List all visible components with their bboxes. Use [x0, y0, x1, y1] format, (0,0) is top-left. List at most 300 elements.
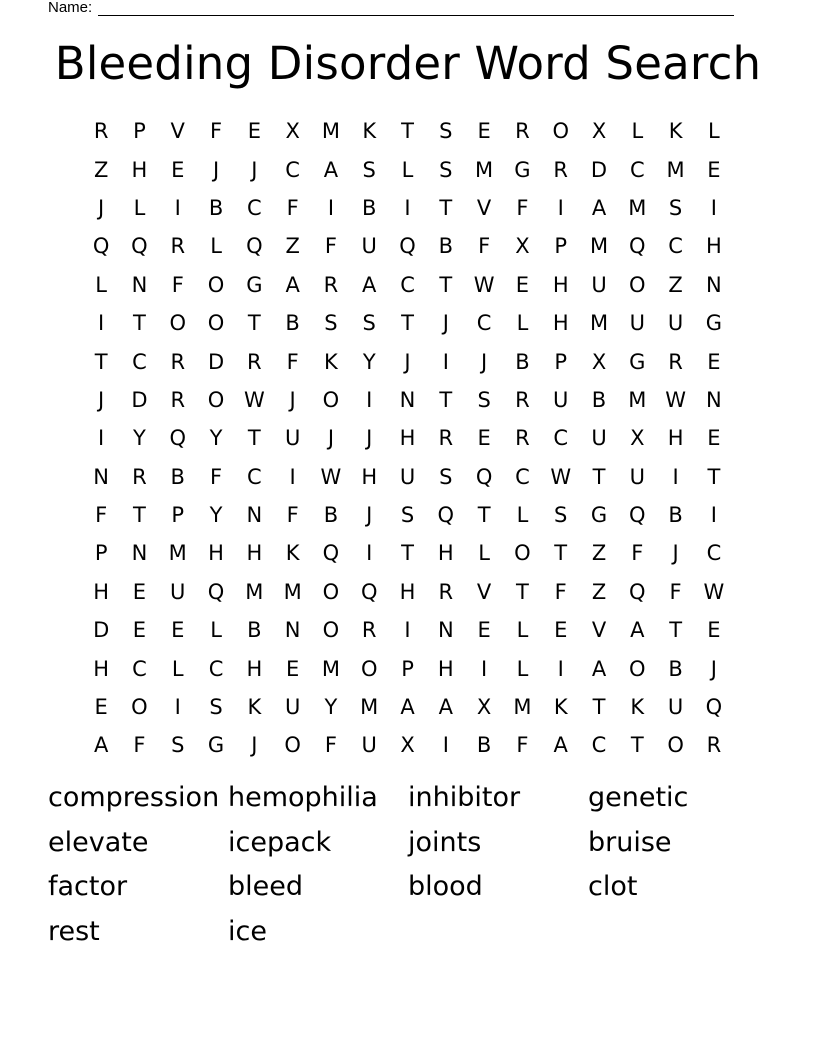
grid-letter[interactable]: R	[438, 579, 454, 604]
grid-letter[interactable]: B	[515, 349, 530, 374]
grid-letter[interactable]: J	[327, 426, 335, 451]
grid-letter[interactable]: O	[207, 311, 225, 336]
grid-letter[interactable]: H	[361, 464, 378, 489]
grid-letter[interactable]: F	[209, 464, 223, 489]
grid-letter[interactable]: H	[437, 656, 454, 681]
grid-letter[interactable]: B	[170, 464, 185, 489]
grid-letter[interactable]: P	[554, 234, 568, 259]
grid-letter[interactable]: U	[553, 387, 569, 412]
grid-letter[interactable]: V	[476, 579, 492, 604]
grid-letter[interactable]: Z	[285, 234, 300, 259]
grid-letter[interactable]: J	[212, 157, 220, 182]
grid-letter[interactable]: V	[476, 195, 492, 220]
grid-letter[interactable]: T	[439, 387, 453, 412]
grid-letter[interactable]: H	[706, 234, 722, 259]
grid-letter[interactable]: M	[628, 195, 647, 220]
grid-letter[interactable]: F	[286, 503, 299, 528]
grid-letter[interactable]: S	[554, 503, 568, 528]
grid-letter[interactable]: N	[437, 618, 454, 643]
grid-letter[interactable]: S	[171, 733, 185, 758]
grid-letter[interactable]: U	[629, 464, 645, 489]
grid-letter[interactable]: I	[174, 195, 181, 220]
grid-letter[interactable]: U	[170, 579, 186, 604]
grid-letter[interactable]: I	[557, 656, 564, 681]
grid-letter[interactable]: F	[478, 234, 491, 259]
grid-letter[interactable]: G	[705, 311, 723, 336]
grid-letter[interactable]: E	[707, 426, 721, 451]
grid-letter[interactable]: B	[285, 311, 300, 336]
grid-letter[interactable]: O	[322, 579, 340, 604]
grid-letter[interactable]: A	[362, 272, 377, 297]
grid-letter[interactable]: F	[324, 733, 337, 758]
grid-letter[interactable]: X	[630, 426, 645, 451]
grid-letter[interactable]: O	[629, 272, 646, 297]
grid-letter[interactable]: O	[667, 733, 684, 758]
grid-letter[interactable]: I	[710, 503, 717, 528]
grid-letter[interactable]: X	[591, 349, 607, 374]
grid-letter[interactable]: E	[707, 618, 721, 643]
grid-letter[interactable]: T	[94, 349, 108, 374]
grid-letter[interactable]: K	[324, 349, 338, 374]
grid-letter[interactable]: J	[98, 387, 105, 412]
grid-letter[interactable]: T	[133, 311, 146, 336]
grid-letter[interactable]: Q	[246, 234, 263, 259]
grid-letter[interactable]: Q	[360, 579, 378, 604]
grid-letter[interactable]: N	[131, 272, 148, 297]
grid-letter[interactable]: S	[362, 311, 376, 336]
grid-letter[interactable]: E	[132, 579, 147, 604]
grid-letter[interactable]: U	[284, 695, 301, 720]
grid-letter[interactable]: W	[473, 272, 495, 297]
grid-letter[interactable]: L	[516, 618, 529, 643]
grid-letter[interactable]: A	[630, 618, 645, 643]
grid-letter[interactable]: N	[246, 503, 263, 528]
grid-letter[interactable]: S	[439, 119, 453, 144]
grid-letter[interactable]: H	[246, 656, 263, 681]
grid-letter[interactable]: F	[554, 579, 567, 604]
grid-letter[interactable]: C	[400, 272, 415, 297]
grid-letter[interactable]: F	[631, 541, 644, 566]
grid-letter[interactable]: I	[404, 618, 411, 643]
grid-letter[interactable]: X	[591, 119, 607, 144]
grid-letter[interactable]: U	[667, 695, 684, 720]
grid-letter[interactable]: M	[475, 157, 494, 182]
grid-letter[interactable]: E	[707, 157, 721, 182]
grid-letter[interactable]: A	[323, 157, 339, 182]
grid-letter[interactable]: Z	[93, 157, 109, 182]
word-list-item: bruise	[588, 826, 672, 858]
grid-letter[interactable]: N	[399, 387, 416, 412]
grid-letter[interactable]: L	[171, 656, 184, 681]
grid-letter[interactable]: U	[284, 426, 301, 451]
grid-letter[interactable]: F	[286, 349, 299, 374]
grid-letter[interactable]: D	[590, 157, 608, 182]
grid-letter[interactable]: Q	[207, 579, 225, 604]
grid-letter[interactable]: C	[247, 464, 262, 489]
grid-letter[interactable]: L	[516, 503, 529, 528]
grid-letter[interactable]: J	[672, 541, 679, 566]
grid-letter[interactable]: C	[132, 349, 147, 374]
grid-letter[interactable]: T	[247, 426, 261, 451]
grid-letter[interactable]: I	[327, 195, 335, 220]
grid-letter[interactable]: I	[174, 695, 181, 720]
grid-letter[interactable]: L	[516, 656, 529, 681]
grid-letter[interactable]: Q	[92, 234, 110, 259]
grid-letter[interactable]: S	[324, 311, 338, 336]
grid-letter[interactable]: H	[552, 272, 569, 297]
grid-letter[interactable]: U	[361, 733, 377, 758]
grid-letter[interactable]: T	[516, 579, 529, 604]
grid-letter[interactable]: B	[323, 503, 339, 528]
grid-letter[interactable]: I	[710, 195, 717, 220]
grid-letter[interactable]: T	[439, 195, 453, 220]
grid-letter[interactable]: T	[401, 119, 414, 144]
grid-letter[interactable]: L	[516, 311, 529, 336]
grid-letter[interactable]: J	[442, 311, 449, 336]
grid-letter[interactable]: F	[171, 272, 184, 297]
grid-letter[interactable]: U	[591, 426, 607, 451]
grid-letter[interactable]: E	[247, 119, 261, 144]
grid-letter[interactable]: B	[247, 618, 262, 643]
grid-letter[interactable]: F	[516, 733, 529, 758]
grid-letter[interactable]: Y	[209, 426, 223, 451]
grid-letter[interactable]: L	[631, 119, 644, 144]
grid-letter[interactable]: Z	[591, 579, 607, 604]
grid-letter[interactable]: H	[552, 311, 569, 336]
grid-letter[interactable]: M	[321, 656, 340, 681]
grid-letter[interactable]: B	[668, 656, 683, 681]
grid-letter[interactable]: R	[515, 387, 530, 412]
grid-letter[interactable]: E	[477, 119, 491, 144]
grid-letter[interactable]: T	[707, 464, 721, 489]
word-list-item: compression	[48, 782, 220, 813]
word-list-item: joints	[408, 826, 482, 858]
grid-letter[interactable]: L	[210, 618, 222, 643]
grid-letter[interactable]: Y	[133, 426, 146, 451]
grid-letter[interactable]: S	[400, 503, 415, 528]
grid-letter[interactable]: S	[477, 387, 491, 412]
grid-letter[interactable]: R	[170, 387, 186, 412]
grid-letter[interactable]: T	[439, 272, 453, 297]
grid-letter[interactable]: C	[668, 234, 683, 259]
grid-letter[interactable]: A	[400, 695, 415, 720]
grid-letter[interactable]: R	[247, 349, 262, 374]
grid-letter[interactable]: R	[323, 272, 339, 297]
grid-letter[interactable]: K	[362, 119, 377, 144]
grid-letter[interactable]: A	[591, 195, 607, 220]
grid-letter[interactable]: O	[552, 119, 569, 144]
grid-letter[interactable]: Z	[591, 541, 607, 566]
grid-letter[interactable]: G	[629, 349, 646, 374]
word-list-item: hemophilia	[228, 782, 378, 813]
grid-letter[interactable]: N	[93, 464, 109, 489]
grid-letter[interactable]: J	[98, 195, 105, 220]
grid-letter[interactable]: E	[171, 618, 185, 643]
grid-letter[interactable]: E	[285, 656, 300, 681]
grid-letter[interactable]: W	[320, 464, 342, 489]
grid-letter[interactable]: V	[170, 119, 185, 144]
grid-letter[interactable]: I	[98, 426, 105, 451]
grid-letter[interactable]: G	[590, 503, 608, 528]
grid-letter[interactable]: Q	[169, 426, 186, 451]
grid-letter[interactable]: E	[477, 426, 491, 451]
word-list-item: inhibitor	[408, 782, 521, 813]
word-list	[48, 776, 768, 954]
grid-letter[interactable]: P	[171, 503, 185, 528]
grid-letter[interactable]: B	[362, 195, 377, 220]
grid-letter[interactable]: W	[243, 387, 265, 412]
grid-letter[interactable]: Z	[668, 272, 683, 297]
grid-letter[interactable]: O	[207, 272, 225, 297]
grid-letter[interactable]: Q	[322, 541, 340, 566]
grid-letter[interactable]: A	[591, 656, 607, 681]
grid-letter[interactable]: M	[245, 579, 264, 604]
grid-letter[interactable]: F	[324, 234, 337, 259]
grid-letter[interactable]: Q	[437, 503, 455, 528]
grid-letter[interactable]: T	[630, 733, 644, 758]
grid-letter[interactable]: P	[133, 119, 146, 144]
grid-letter[interactable]: M	[628, 387, 647, 412]
grid-letter[interactable]: S	[439, 464, 453, 489]
grid-letter[interactable]: X	[476, 695, 492, 720]
grid-letter[interactable]: K	[630, 695, 645, 720]
grid-letter[interactable]: T	[477, 503, 491, 528]
grid-letter[interactable]: W	[703, 579, 725, 604]
grid-letter[interactable]: Q	[399, 234, 416, 259]
grid-letter[interactable]: T	[133, 503, 146, 528]
grid-letter[interactable]: K	[668, 119, 683, 144]
grid-letter[interactable]: E	[94, 695, 108, 720]
grid-letter[interactable]: C	[132, 656, 147, 681]
grid-letter[interactable]: A	[553, 733, 568, 758]
grid-letter[interactable]: L	[95, 272, 107, 297]
grid-letter[interactable]: O	[629, 656, 646, 681]
grid-letter[interactable]: C	[553, 426, 569, 451]
grid-letter[interactable]: I	[442, 349, 449, 374]
grid-letter[interactable]: O	[514, 541, 531, 566]
grid-letter[interactable]: A	[93, 733, 109, 758]
grid-letter[interactable]: X	[400, 733, 415, 758]
grid-letter[interactable]: L	[133, 195, 146, 220]
grid-letter[interactable]: J	[251, 157, 258, 182]
grid-letter[interactable]: B	[591, 387, 607, 412]
grid-letter[interactable]: T	[669, 618, 683, 643]
grid-letter[interactable]: O	[322, 387, 340, 412]
grid-letter[interactable]: I	[481, 656, 488, 681]
grid-letter[interactable]: C	[247, 195, 262, 220]
grid-letter[interactable]: R	[515, 119, 530, 144]
grid-letter[interactable]: H	[93, 656, 110, 681]
grid-letter[interactable]: L	[478, 541, 490, 566]
grid-letter[interactable]: I	[366, 387, 373, 412]
grid-letter[interactable]: R	[515, 426, 530, 451]
grid-letter[interactable]: F	[133, 733, 146, 758]
grid-letter[interactable]: Q	[131, 234, 148, 259]
grid-letter[interactable]: M	[513, 695, 532, 720]
grid-letter[interactable]: T	[554, 541, 568, 566]
grid-letter[interactable]: H	[208, 541, 224, 566]
grid-letter[interactable]: P	[554, 349, 568, 374]
grid-letter[interactable]: H	[246, 541, 263, 566]
grid-letter[interactable]: F	[209, 119, 223, 144]
grid-letter[interactable]: C	[591, 733, 607, 758]
grid-letter[interactable]: S	[362, 157, 376, 182]
grid-letter[interactable]: F	[286, 195, 299, 220]
grid-letter[interactable]: C	[476, 311, 492, 336]
grid-letter[interactable]: M	[589, 311, 609, 336]
name-underline[interactable]	[98, 2, 734, 16]
grid-letter[interactable]: T	[592, 695, 606, 720]
word-list-item: rest	[48, 915, 100, 947]
grid-letter[interactable]: Q	[629, 503, 646, 528]
grid-letter[interactable]: A	[285, 272, 300, 297]
grid-letter[interactable]: E	[132, 618, 147, 643]
grid-letter[interactable]: C	[629, 157, 645, 182]
grid-letter[interactable]: J	[289, 387, 296, 412]
grid-letter[interactable]: C	[285, 157, 300, 182]
grid-letter[interactable]: O	[169, 311, 186, 336]
grid-letter[interactable]: R	[668, 349, 683, 374]
grid-letter[interactable]: Y	[209, 503, 223, 528]
grid-letter[interactable]: T	[592, 464, 606, 489]
grid-letter[interactable]: R	[553, 157, 568, 182]
grid-letter[interactable]: R	[438, 426, 454, 451]
grid-letter[interactable]: N	[706, 387, 722, 412]
grid-letter[interactable]: B	[668, 503, 683, 528]
grid-letter[interactable]: M	[168, 541, 187, 566]
grid-letter[interactable]: M	[666, 157, 685, 182]
grid-letter[interactable]: O	[207, 387, 225, 412]
grid-letter[interactable]: J	[366, 426, 373, 451]
grid-letter[interactable]: Q	[629, 234, 646, 259]
grid-letter[interactable]: O	[360, 656, 378, 681]
grid-letter[interactable]: N	[706, 272, 722, 297]
grid-letter[interactable]: H	[399, 579, 416, 604]
grid-letter[interactable]: C	[706, 541, 722, 566]
grid-letter[interactable]: Q	[705, 695, 723, 720]
grid-letter[interactable]: I	[672, 464, 679, 489]
grid-letter[interactable]: F	[669, 579, 682, 604]
grid-letter[interactable]: H	[131, 157, 148, 182]
grid-letter[interactable]: L	[708, 119, 720, 144]
grid-letter[interactable]: I	[557, 195, 564, 220]
grid-letter[interactable]: K	[285, 541, 300, 566]
grid-letter[interactable]: X	[285, 119, 300, 144]
grid-letter[interactable]: S	[439, 157, 453, 182]
grid-letter[interactable]: X	[515, 234, 530, 259]
grid-letter[interactable]: C	[515, 464, 530, 489]
grid-letter[interactable]: F	[516, 195, 529, 220]
grid-letter[interactable]: J	[366, 503, 373, 528]
grid-letter[interactable]: I	[404, 195, 411, 220]
grid-letter[interactable]: R	[170, 349, 186, 374]
grid-letter[interactable]: R	[93, 119, 109, 144]
grid-letter[interactable]: E	[554, 618, 568, 643]
grid-letter[interactable]: Y	[324, 695, 338, 720]
grid-letter[interactable]: M	[589, 234, 609, 259]
grid-letter[interactable]: U	[629, 311, 645, 336]
grid-letter[interactable]: U	[667, 311, 684, 336]
grid-letter[interactable]: I	[442, 733, 449, 758]
grid-letter[interactable]: P	[401, 656, 414, 681]
grid-letter[interactable]: M	[283, 579, 302, 604]
grid-letter[interactable]: S	[209, 695, 223, 720]
grid-letter[interactable]: J	[251, 733, 258, 758]
grid-letter[interactable]: L	[210, 234, 222, 259]
grid-letter[interactable]: J	[404, 349, 411, 374]
grid-letter[interactable]: N	[284, 618, 301, 643]
grid-letter[interactable]: L	[401, 157, 414, 182]
grid-letter[interactable]: I	[98, 311, 105, 336]
grid-letter[interactable]: U	[399, 464, 416, 489]
grid-letter[interactable]: T	[247, 311, 261, 336]
grid-letter[interactable]: J	[481, 349, 488, 374]
grid-letter[interactable]: U	[361, 234, 377, 259]
grid-letter[interactable]: U	[591, 272, 607, 297]
grid-letter[interactable]: G	[514, 157, 531, 182]
grid-letter[interactable]: O	[284, 733, 301, 758]
grid-letter[interactable]: D	[131, 387, 148, 412]
grid-letter[interactable]: E	[171, 157, 185, 182]
grid-letter[interactable]: H	[399, 426, 416, 451]
grid-letter[interactable]: R	[132, 464, 147, 489]
grid-letter[interactable]: Y	[362, 349, 376, 374]
grid-letter[interactable]: O	[322, 618, 340, 643]
grid-letter[interactable]: A	[438, 695, 453, 720]
grid-letter[interactable]: C	[208, 656, 224, 681]
word-list-item: elevate	[48, 826, 149, 858]
grid-letter[interactable]: G	[246, 272, 263, 297]
grid-letter[interactable]: E	[515, 272, 530, 297]
grid-letter[interactable]: Q	[629, 579, 646, 604]
grid-letter[interactable]: T	[401, 311, 414, 336]
grid-letter[interactable]: H	[437, 541, 454, 566]
grid-letter[interactable]: H	[93, 579, 110, 604]
grid-letter[interactable]: D	[207, 349, 225, 374]
grid-letter[interactable]: J	[710, 656, 717, 681]
grid-letter[interactable]: E	[477, 618, 491, 643]
grid-letter[interactable]: G	[207, 733, 225, 758]
grid-letter[interactable]: K	[553, 695, 568, 720]
grid-letter[interactable]: Q	[475, 464, 493, 489]
name-field[interactable]	[48, 0, 734, 16]
grid-letter[interactable]: S	[668, 195, 683, 220]
grid-letter[interactable]: D	[93, 618, 110, 643]
grid-letter[interactable]: O	[131, 695, 148, 720]
grid-letter[interactable]: M	[360, 695, 379, 720]
grid-letter[interactable]: W	[550, 464, 572, 489]
grid-letter[interactable]: V	[591, 618, 607, 643]
grid-letter[interactable]: I	[366, 541, 373, 566]
grid-letter[interactable]: K	[247, 695, 262, 720]
grid-letter[interactable]: R	[170, 234, 186, 259]
grid-letter[interactable]: B	[476, 733, 492, 758]
grid-letter[interactable]: W	[665, 387, 686, 412]
grid-letter[interactable]: T	[401, 541, 414, 566]
grid-letter[interactable]: M	[321, 119, 340, 144]
grid-letter[interactable]: E	[707, 349, 721, 374]
grid-letter[interactable]: P	[94, 541, 108, 566]
grid-letter[interactable]: B	[208, 195, 224, 220]
grid-letter[interactable]: H	[667, 426, 684, 451]
grid-letter[interactable]: F	[95, 503, 108, 528]
grid-letter[interactable]: R	[361, 618, 377, 643]
grid-letter[interactable]: I	[289, 464, 296, 489]
word-list-item: clot	[588, 871, 638, 903]
grid-letter[interactable]: N	[131, 541, 148, 566]
grid-letter[interactable]: B	[438, 234, 454, 259]
grid-letter[interactable]: R	[706, 733, 722, 758]
